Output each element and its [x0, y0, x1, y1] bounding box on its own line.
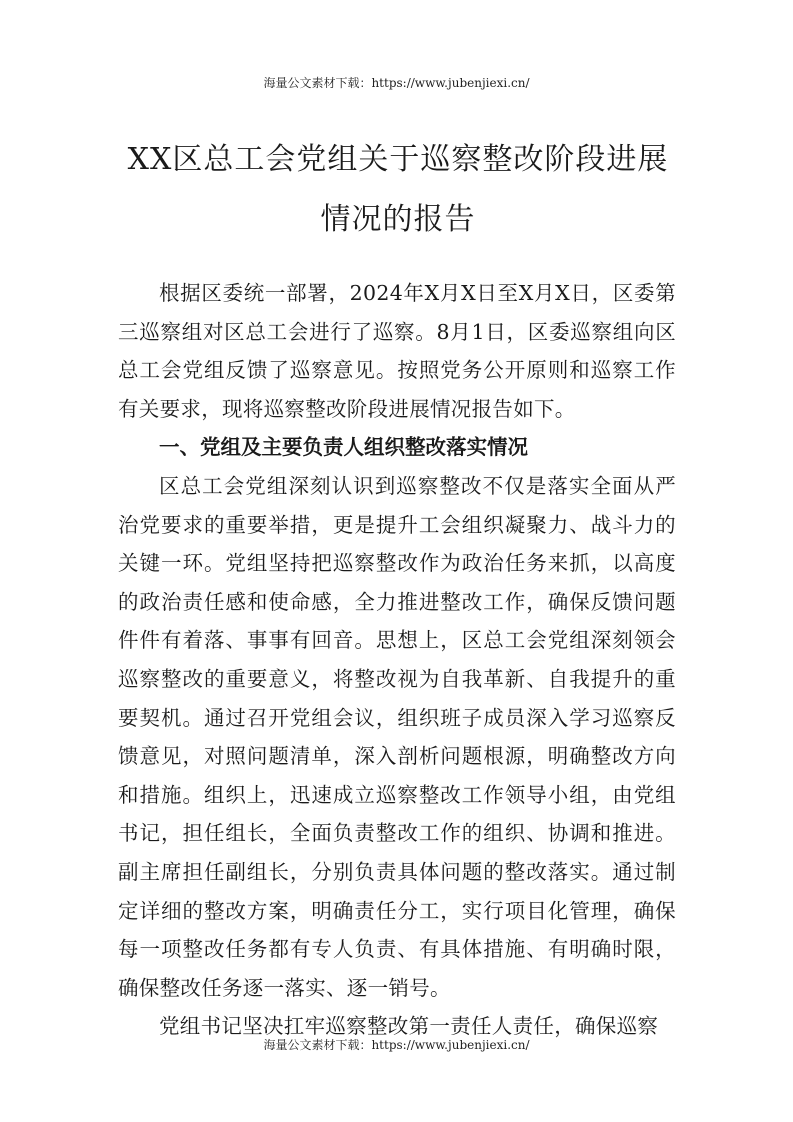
- document-body: [118, 274, 676, 1046]
- intro-paragraph: 根据区委统一部署，2024年X月X日至X月X日，区委第三巡察组对区总工会进行了巡察。8月1日，区委巡察组向区总工会党组反馈了巡察意见。按照党务公开原则和巡察工作有关要求，现将巡察整改阶段进展情况报告如下。: [118, 281, 676, 421]
- page-header: 海量公文素材下载：https://www.jubenjiexi.cn/: [263, 76, 530, 90]
- section-heading: 一、党组及主要负责人组织整改落实情况: [159, 435, 528, 460]
- body-paragraph: 区总工会党组深刻认识到巡察整改不仅是落实全面从严治党要求的重要举措，更是提升工会组织凝聚力、战斗力的关键一环。党组坚持把巡察整改作为政治任务来抓，以高度的政治责任感和使命感，全力推进整改工作，确保反馈问题件件有着落、事事有回音。思想上，区总工会党组深刻领会巡察整改的重要意义，将整改视为自我革新、自我提升的重要契机。通过召开党组会议，组织班子成员深入学习巡察反馈意见，对照问题清单，深入剖析问题根源，明确整改方向和措施。组织上，迅速成立巡察整改工作领导小组，由党组书记，担任组长，全面负责整改工作的组织、协调和推进。副主席担任副组长，分别负责具体问题的整改落实。通过制定详细的整改方案，明确责任分工，实行项目化管理，确保每一项整改任务都有专人负责、有具体措施、有明确时限，确保整改任务逐一落实、逐一销号。: [118, 473, 676, 1000]
- page-footer: 海量公文素材下载：https://www.jubenjiexi.cn/: [263, 1038, 530, 1052]
- document-title: XX区总工会党组关于巡察整改阶段进展情况的报告: [127, 142, 669, 237]
- body-paragraph: 党组书记坚决扛牢巡察整改第一责任人责任，确保巡察: [159, 1014, 659, 1039]
